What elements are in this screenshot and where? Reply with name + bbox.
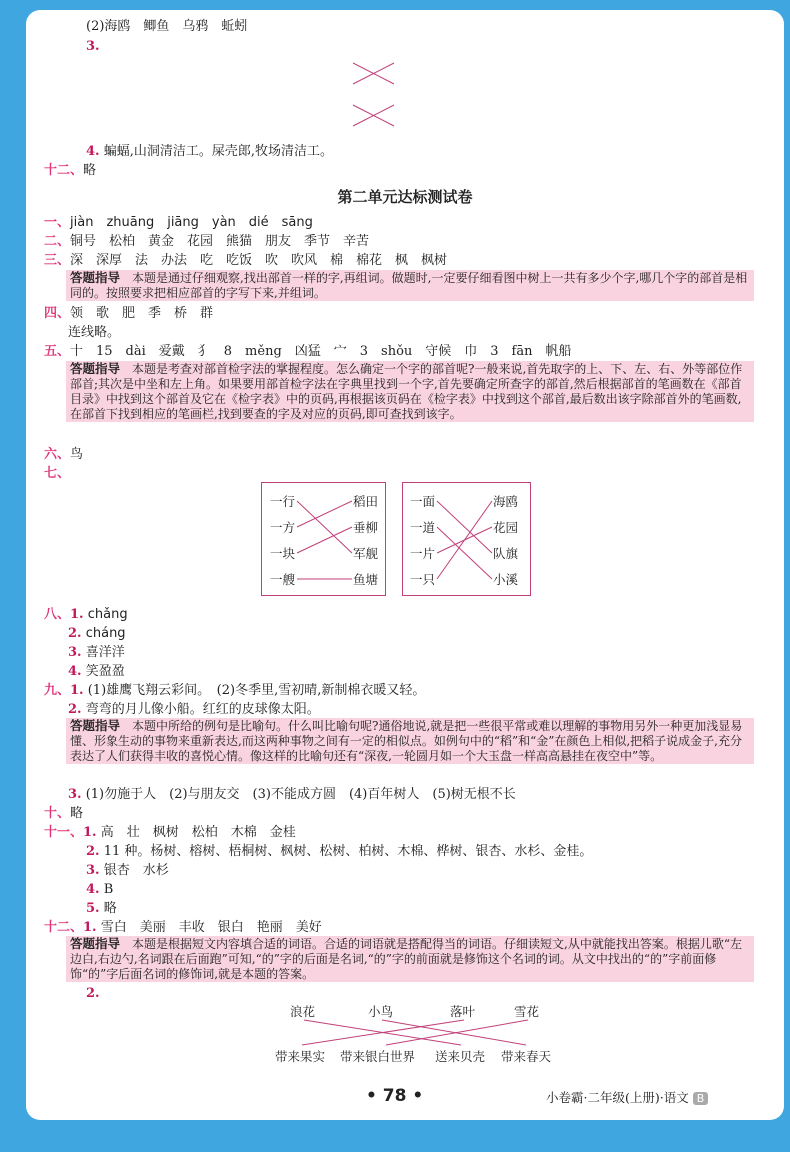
match12-bottom-0: 带来果实 (275, 1049, 326, 1064)
match12-top-2: 落叶 (450, 1004, 476, 1019)
answer-page (26, 10, 784, 1120)
match12-lines (26, 10, 784, 1070)
q6: 六、鸟 (44, 447, 84, 462)
q1: 一、jiàn zhuāng jiāng yàn dié sāng (44, 215, 313, 230)
q10: 十、略 (44, 806, 84, 821)
match7a-left-1: 一方 (270, 520, 296, 535)
q11-item1: 十一、1. 高 壮 枫树 松柏 木棉 金桂 (44, 825, 296, 840)
match7b-right-1: 花园 (493, 520, 519, 535)
q9-item2: 2. 弯弯的月儿像小船。红红的皮球像太阳。 (68, 702, 320, 717)
q3: 三、深 深厚 法 办法 吃 吃饭 吹 吹风 棉 棉花 枫 枫树 (44, 253, 448, 268)
guide-q5: 答题指导 本题是考查对部首检字法的掌握程度。怎么确定一个字的部首呢?一般来说,首先取字的上、下、左、右、外等部位作部首;其次是中坐和左上角。如果要用部首检字法在字典里找到一个字,首先要确定所查字的部首,然后根据部首的笔画数在《部首目录》中找到这个部首及它在《检字表》中的页码,再根据该页码在《检字表》中找到这个部首,最后数出该字除部首外的笔画数,在部首下找到相应的笔画栏,找到要查的字及对应的页码,即可查找到该字。 (66, 361, 754, 422)
q7: 七、 (44, 466, 71, 481)
match7a-left-3: 一艘 (270, 572, 296, 587)
q8-item1: 八、1. chǎng (44, 607, 128, 622)
q12-item2-num: 2. (86, 986, 100, 1001)
match7a-right-3: 鱼塘 (353, 572, 379, 587)
guide-q3: 答题指导 本题是通过仔细观察,找出部首一样的字,再组词。做题时,一定要仔细看图中树上一共有多少个字,哪几个字的部首是相同的。按照要求把相应部首的字写下来,并组词。 (66, 270, 754, 301)
guide-q12: 答题指导 本题是根据短文内容填合适的词语。合适的词语就是搭配得当的词语。仔细读短文,从中就能找出答案。根据儿歌“左边白,右边勺,名词跟在后面跑”可知,“的”字的后面是名词,“的”字的前面就是修饰这个名词的词。从文中找出的“的”字前面修饰“的”字后面名词的修饰词,就是本题的答案。 (66, 936, 754, 982)
match7a-right-0: 稻田 (353, 494, 379, 509)
s11-item2: (2)海鸥 鲫鱼 乌鸦 蚯蚓 (86, 19, 248, 34)
q4-line2: 连线略。 (68, 325, 121, 340)
match7b-right-2: 队旗 (493, 546, 519, 561)
match7a-left-0: 一行 (270, 494, 296, 509)
q9-item3: 3. (1)勿施于人 (2)与朋友交 (3)不能成方圆 (4)百年树人 (5)树无根不长 (68, 787, 516, 802)
match7b-right-0: 海鸥 (493, 494, 519, 509)
match7b-left-1: 一道 (410, 520, 436, 535)
match7a-right-1: 垂柳 (353, 520, 379, 535)
match12-bottom-1: 带来银白世界 (340, 1049, 416, 1064)
q12-item1: 十二、1. 雪白 美丽 丰收 银白 艳丽 美好 (44, 920, 322, 935)
q5: 五、十 15 dài 爱戴 犭 8 měng 凶猛 宀 3 shǒu 守候 巾 3 fān 帆船 (44, 344, 572, 359)
s12-answer: 十二、略 (44, 163, 97, 178)
s11-item3-num: 3. (86, 39, 100, 54)
q11-item5: 5. 略 (86, 901, 117, 916)
match7b-left-3: 一只 (410, 572, 436, 587)
q2: 二、铜号 松柏 黄金 花园 熊猫 朋友 季节 辛苦 (44, 234, 370, 249)
version-badge: B (693, 1092, 709, 1105)
match7b-left-0: 一面 (410, 494, 436, 509)
q11-item2: 2. 11 种。杨树、榕树、梧桐树、枫树、松树、柏树、木棉、桦树、银杏、水杉、金桂。 (86, 844, 593, 859)
match12-bottom-2: 送来贝壳 (435, 1049, 486, 1064)
page-number: • 78 • (366, 1086, 424, 1106)
match7a-left-2: 一块 (270, 546, 296, 561)
q8-item3: 3. 喜洋洋 (68, 645, 125, 660)
match12-top-0: 浪花 (290, 1004, 316, 1019)
q9-item1: 九、1. (1)雄鹰飞翔云彩间。 (2)冬季里,雪初晴,新制棉衣暖又轻。 (44, 683, 426, 698)
book-source: 小卷霸·二年级(上册)·语文 B (546, 1088, 708, 1106)
q8-item4: 4. 笑盈盈 (68, 664, 125, 679)
match7a-right-2: 军舰 (353, 546, 379, 561)
q11-item3: 3. 银杏 水杉 (86, 863, 169, 878)
match7b-right-3: 小溪 (493, 572, 519, 587)
q8-item2: 2. cháng (68, 626, 126, 641)
guide-q9: 答题指导 本题中所给的例句是比喻句。什么叫比喻句呢?通俗地说,就是把一些很平常或难以理解的事物用另外一种更加浅显易懂、形象生动的事物来重新表达,而这两种事物之间有一定的相似点。如例句中的“稻”和“金”在颜色上相似,把稻子说成金子,充分表达了人们获得丰收的喜悦心情。像这样的比喻句还有“深夜,一轮圆月如一个大玉盘一样高高悬挂在夜空中”等。 (66, 718, 754, 764)
q11-item4: 4. B (86, 882, 114, 897)
match12-top-3: 雪花 (514, 1004, 540, 1019)
q4: 四、领 歌 肥 季 桥 群 (44, 306, 214, 321)
s11-item4: 4. 蝙蝠,山洞清洁工。屎壳郎,牧场清洁工。 (86, 144, 333, 159)
match12-bottom-3: 带来春天 (501, 1049, 552, 1064)
match12-top-1: 小鸟 (368, 1004, 394, 1019)
match7b-left-2: 一片 (410, 546, 436, 561)
unit-title: 第二单元达标测试卷 (337, 188, 473, 206)
